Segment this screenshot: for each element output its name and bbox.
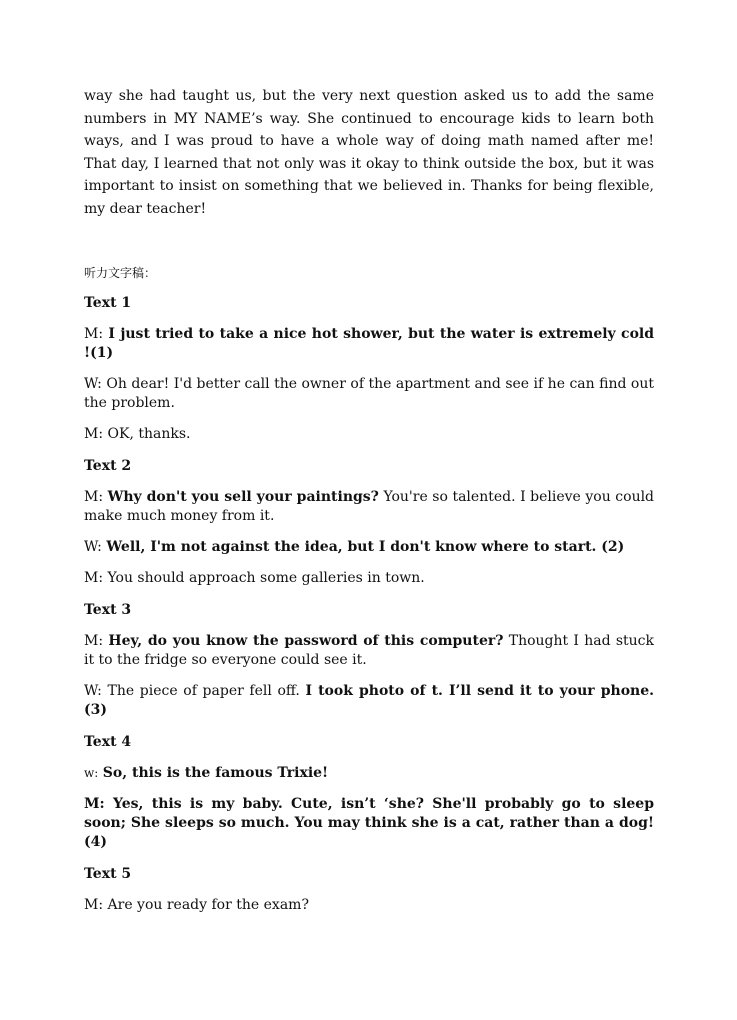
section-title: Text 3 — [84, 601, 132, 618]
speaker-label: M: — [84, 569, 104, 586]
text-section-5 — [84, 864, 654, 915]
speaker-label: W: — [84, 682, 102, 699]
dialogue-text-bold: Why don't you sell your paintings? — [107, 488, 379, 505]
section-title: Text 4 — [84, 733, 132, 750]
dialogue-text-bold: Hey, do you know the password of this computer? — [108, 632, 504, 649]
section-title: Text 1 — [84, 294, 132, 311]
dialogue-line — [84, 682, 654, 720]
speaker-label: M: — [84, 488, 104, 505]
dialogue-line — [84, 764, 654, 783]
dialogue-text: OK, thanks. — [107, 425, 191, 442]
intro-paragraph: way she had taught us, but the very next question asked us to add the same numbers in MY NAME’s way. She continued to encourage kids to learn both ways, and I was proud to have a whole way of doing math named after me! That day, I learned that not only was it okay to think outside the box, but it was important to insist on something that we believed in. Thanks for being flexible, my dear teacher! — [84, 88, 654, 217]
section-title: Text 2 — [84, 457, 132, 474]
dialogue-text: Are you ready for the exam? — [107, 896, 309, 913]
dialogue-text-bold: Yes, this is my baby. Cute, isn’t ‘she? She'll probably go to sleep soon; She sleeps so much. You may think she is a cat, rather than a dog! (4) — [84, 795, 654, 850]
dialogue-text: Oh dear! I'd better call the owner of the apartment and see if he can find out the problem. — [84, 375, 654, 411]
speaker-label: M: — [84, 795, 105, 812]
dialogue-line — [84, 632, 654, 670]
dialogue-text: You're so talented. I believe you could make much money from it. — [84, 488, 655, 524]
dialogue-line — [84, 488, 654, 526]
dialogue-line — [84, 795, 654, 852]
dialogue-text-bold: Well, I'm not against the idea, but I don't know where to start. (2) — [106, 538, 625, 555]
dialogue-line — [84, 538, 654, 557]
speaker-label: W: — [84, 375, 102, 392]
script-heading: 听力文字稿： — [84, 265, 157, 280]
speaker-label: M: — [84, 632, 104, 649]
text-section-3 — [84, 600, 654, 720]
speaker-label: M: — [84, 425, 104, 442]
text-section-4 — [84, 732, 654, 852]
dialogue-text: You should approach some galleries in town. — [107, 569, 425, 586]
dialogue-text-bold: I took photo of t. I’ll send it to your phone. (3) — [84, 682, 654, 718]
text-section-2 — [84, 456, 654, 588]
dialogue-line — [84, 375, 654, 413]
dialogue-text-bold: I just tried to take a nice hot shower, but the water is extremely cold !(1) — [84, 325, 655, 361]
dialogue-line — [84, 569, 654, 588]
dialogue-line — [84, 896, 654, 915]
dialogue-text: Thought I had stuck it to the fridge so everyone could see it. — [84, 632, 655, 668]
dialogue-text-bold: So, this is the famous Trixie! — [102, 764, 329, 781]
dialogue-line — [84, 425, 654, 444]
section-title: Text 5 — [84, 865, 132, 882]
speaker-label: w: — [84, 765, 99, 780]
speaker-label: M: — [84, 325, 104, 342]
speaker-label: M: — [84, 896, 104, 913]
dialogue-line — [84, 325, 654, 363]
text-section-1 — [84, 293, 654, 444]
document-page — [84, 85, 654, 927]
dialogue-text: The piece of paper fell off. — [107, 682, 300, 699]
speaker-label: W: — [84, 538, 102, 555]
